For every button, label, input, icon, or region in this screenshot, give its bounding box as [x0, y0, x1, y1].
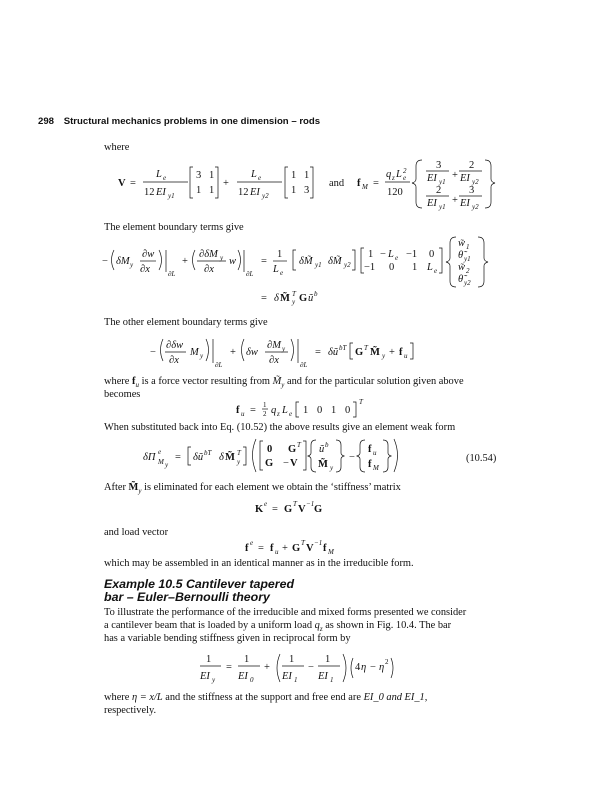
svg-text:e: e	[264, 500, 268, 508]
svg-text:1: 1	[209, 185, 215, 196]
svg-text:f: f	[323, 543, 327, 554]
svg-text:120: 120	[387, 187, 403, 198]
text-respectively: respectively.	[104, 705, 157, 716]
fv-part2: is a force vector resulting from	[141, 376, 270, 387]
svg-text:2: 2	[403, 167, 407, 175]
svg-text:e: e	[163, 174, 167, 182]
svg-text:y: y	[237, 458, 241, 466]
svg-text:EI: EI	[318, 671, 328, 682]
svg-text:T: T	[359, 398, 363, 406]
svg-text:2: 2	[263, 410, 267, 418]
svg-text:1: 1	[304, 170, 310, 181]
svg-text:y: y	[212, 676, 216, 684]
svg-text:=: =	[250, 405, 256, 416]
svg-text:=: =	[315, 347, 321, 358]
svg-text:e: e	[289, 410, 293, 418]
svg-text:−: −	[283, 458, 289, 469]
svg-text:θ̃: θ̃	[458, 274, 464, 285]
svg-text:V: V	[118, 178, 126, 189]
svg-text:∂x: ∂x	[169, 355, 179, 366]
fv-part1: where	[104, 376, 130, 387]
svg-text:q: q	[271, 405, 277, 416]
svg-text:M̃: M̃	[370, 347, 380, 358]
svg-text:e: e	[250, 539, 254, 547]
svg-text:M: M	[328, 548, 334, 556]
svg-text:δM̃: δM̃	[328, 256, 342, 267]
svg-text:y1: y1	[464, 255, 471, 263]
text-load-vector: and load vector	[104, 527, 169, 538]
svg-text:z: z	[277, 410, 280, 418]
svg-text:1: 1	[294, 676, 298, 684]
svg-text:f: f	[368, 459, 372, 470]
svg-text:bT: bT	[204, 449, 212, 457]
svg-text:e: e	[258, 174, 262, 182]
svg-text:T: T	[292, 290, 296, 298]
svg-text:f: f	[245, 543, 249, 554]
text-boundary-terms: The element boundary terms give	[104, 222, 244, 233]
svg-text:e: e	[403, 174, 407, 182]
svg-text:−1: −1	[306, 500, 315, 508]
svg-text:K: K	[255, 504, 264, 515]
svg-text:G: G	[299, 293, 308, 304]
svg-text:L: L	[396, 169, 402, 180]
svg-text:∂x: ∂x	[269, 355, 279, 366]
svg-text:T: T	[293, 500, 297, 508]
svg-text:L: L	[427, 262, 433, 273]
equation-weak-form	[143, 437, 403, 475]
svg-text:4: 4	[355, 662, 361, 673]
svg-text:1: 1	[291, 185, 297, 196]
svg-text:2: 2	[469, 160, 475, 171]
svg-text:EI: EI	[460, 198, 470, 209]
svg-text:∂x: ∂x	[140, 264, 150, 275]
svg-text:y: y	[200, 352, 204, 360]
svg-text:1: 1	[196, 185, 202, 196]
text-where-eta	[104, 691, 427, 704]
svg-text:V: V	[306, 543, 314, 554]
svg-text:L: L	[251, 169, 257, 180]
svg-text:bT: bT	[339, 344, 347, 352]
svg-text:y: y	[165, 461, 169, 469]
svg-text:M: M	[373, 464, 379, 472]
svg-text:T: T	[364, 344, 368, 352]
svg-text:f: f	[236, 405, 240, 416]
svg-text:y: y	[282, 345, 286, 353]
svg-text:w̃: w̃	[458, 262, 466, 273]
equation-number: (10.54)	[466, 453, 497, 464]
svg-text:L: L	[156, 169, 162, 180]
svg-text:y: y	[330, 464, 334, 472]
svg-text:−: −	[308, 662, 314, 673]
svg-text:∂w: ∂w	[142, 249, 155, 260]
ei-ends: EI_0 and EI_1,	[363, 692, 428, 703]
svg-text:y: y	[382, 352, 386, 360]
svg-text:δM: δM	[116, 256, 130, 267]
svg-text:L: L	[282, 405, 288, 416]
svg-text:1: 1	[412, 262, 418, 273]
svg-text:ũ: ũ	[308, 293, 314, 304]
svg-text:e: e	[158, 448, 162, 456]
svg-text:η: η	[361, 662, 367, 673]
svg-text:12: 12	[238, 187, 249, 198]
svg-text:y2: y2	[262, 192, 269, 200]
svg-text:1: 1	[325, 654, 331, 665]
svg-text:y2: y2	[464, 279, 471, 287]
svg-text:−: −	[102, 256, 108, 267]
svg-text:+: +	[282, 543, 288, 554]
svg-text:EI: EI	[282, 671, 292, 682]
svg-text:M̃: M̃	[225, 452, 235, 463]
text-where: where	[104, 142, 130, 153]
svg-text:1: 1	[209, 170, 215, 181]
running-header	[38, 116, 320, 127]
svg-text:y2: y2	[344, 261, 351, 269]
eta-part1: where	[104, 692, 130, 703]
svg-text:δΠ: δΠ	[143, 452, 156, 463]
svg-text:+: +	[182, 256, 188, 267]
svg-text:=: =	[175, 452, 181, 463]
svg-text:1: 1	[206, 654, 212, 665]
svg-text:u: u	[241, 410, 245, 418]
svg-text:δũ: δũ	[328, 347, 339, 358]
fv-part3: and for the particular solution given above	[286, 376, 464, 387]
paragraph-line1: To illustrate the performance of the irreducible and mixed forms presented we consider	[104, 607, 467, 618]
example-heading	[104, 578, 294, 604]
svg-text:3: 3	[436, 160, 442, 171]
svg-text:ũ: ũ	[319, 444, 325, 455]
svg-text:12: 12	[144, 187, 155, 198]
svg-text:∂L: ∂L	[246, 270, 254, 278]
svg-text:2: 2	[466, 267, 470, 275]
svg-text:u: u	[373, 449, 377, 457]
svg-text:y: y	[292, 298, 296, 306]
equation-stiffness-variation	[200, 650, 410, 690]
svg-text:0: 0	[250, 676, 254, 684]
svg-text:M̃: M̃	[318, 459, 328, 470]
eta-part2: and the stiffness at the support and free end are	[165, 692, 361, 703]
svg-text:y2: y2	[472, 203, 479, 211]
svg-text:δ: δ	[274, 293, 279, 304]
svg-text:f: f	[357, 178, 361, 189]
svg-text:∂δw: ∂δw	[166, 340, 184, 351]
svg-text:1: 1	[289, 654, 295, 665]
svg-text:∂L: ∂L	[215, 361, 223, 369]
svg-text:M̃: M̃	[280, 293, 290, 304]
svg-text:∂M: ∂M	[267, 340, 281, 351]
svg-text:q: q	[386, 169, 392, 180]
eta-definition: η = x/L	[132, 692, 163, 703]
svg-text:e: e	[395, 254, 399, 262]
svg-text:w̃: w̃	[458, 238, 466, 249]
svg-text:EI: EI	[460, 173, 470, 184]
para2-b: as shown in Fig. 10.4. The bar	[325, 620, 452, 631]
svg-text:f: f	[270, 543, 274, 554]
svg-text:=: =	[373, 178, 379, 189]
svg-text:δũ: δũ	[193, 452, 204, 463]
svg-text:∂L: ∂L	[300, 361, 308, 369]
text-force-vector: where $f_u$ is a force vector resulting from $M̃_y$ and for the particular solution given above	[104, 376, 464, 390]
svg-text:M: M	[190, 347, 199, 358]
svg-text:y1: y1	[315, 261, 322, 269]
svg-text:δ: δ	[219, 452, 224, 463]
svg-text:1: 1	[330, 676, 334, 684]
svg-text:+: +	[223, 178, 229, 189]
svg-text:G: G	[284, 504, 293, 515]
svg-text:=: =	[258, 543, 264, 554]
ae-part2: is eliminated for each element we obtain the ‘stiffness’ matrix	[144, 482, 401, 493]
svg-text:−: −	[349, 452, 355, 463]
svg-text:y1: y1	[439, 178, 446, 186]
text-other-boundary-terms: The other element boundary terms give	[104, 317, 268, 328]
text-substituted: When substituted back into Eq. (10.52) the above results give an element weak form	[104, 422, 456, 433]
svg-text:=: =	[226, 662, 232, 673]
svg-text:2: 2	[436, 185, 442, 196]
svg-text:w: w	[229, 256, 237, 267]
svg-text:f: f	[368, 444, 372, 455]
svg-text:1: 1	[466, 243, 470, 251]
svg-text:V: V	[298, 504, 306, 515]
svg-text:−1: −1	[406, 249, 418, 260]
svg-text:−: −	[370, 662, 376, 673]
text-assembled: which may be assembled in an identical manner as in the irreducible form.	[104, 558, 414, 569]
svg-text:1: 1	[291, 170, 297, 181]
svg-text:η: η	[379, 662, 385, 673]
word-and: and	[329, 178, 345, 189]
equation-other-boundary-terms	[150, 331, 440, 373]
svg-text:2: 2	[385, 658, 389, 666]
para2-a: a cantilever beam that is loaded by a uniform load	[104, 620, 313, 631]
brace-right-fM	[484, 160, 492, 210]
svg-text:G: G	[288, 444, 297, 455]
svg-text:EI: EI	[427, 198, 437, 209]
svg-text:L: L	[273, 264, 279, 275]
svg-text:y: y	[220, 254, 224, 262]
svg-text:1: 1	[331, 405, 337, 416]
svg-text:G: G	[265, 458, 274, 469]
svg-text:1: 1	[368, 249, 374, 260]
svg-text:L: L	[388, 249, 394, 260]
svg-text:−1: −1	[314, 539, 323, 547]
svg-text:T: T	[297, 441, 301, 449]
svg-text:EI: EI	[156, 187, 166, 198]
svg-text:0: 0	[267, 444, 273, 455]
equation-V-fM	[118, 155, 478, 215]
svg-text:EI: EI	[200, 671, 210, 682]
svg-text:EI: EI	[427, 173, 437, 184]
svg-text:+: +	[389, 347, 395, 358]
svg-text:EI: EI	[250, 187, 260, 198]
svg-text:δM̃: δM̃	[299, 256, 313, 267]
svg-text:G: G	[314, 504, 323, 515]
svg-text:b: b	[314, 290, 318, 298]
ae-part1: After	[104, 482, 126, 493]
svg-text:1: 1	[263, 401, 267, 409]
svg-text:=: =	[272, 504, 278, 515]
svg-text:V: V	[290, 458, 298, 469]
svg-text:=: =	[130, 178, 136, 189]
svg-text:G: G	[292, 543, 301, 554]
svg-text:3: 3	[196, 170, 202, 181]
paragraph-line3: has a variable bending stiffness given in reciprocal form by	[104, 633, 351, 644]
svg-text:y2: y2	[472, 178, 479, 186]
svg-text:θ̃: θ̃	[458, 250, 464, 261]
svg-text:y: y	[130, 261, 134, 269]
paragraph-line2: a cantilever beam that is loaded by a uniform load $q_z$ as shown in Fig. 10.4. The bar	[104, 620, 452, 634]
text-after-eliminated: After $M̃_y$ is eliminated for each element we obtain the ‘stiffness’ matrix	[104, 482, 401, 496]
example-title-line1: Example 10.5 Cantilever tapered	[104, 577, 295, 591]
svg-text:+: +	[452, 195, 458, 206]
svg-text:1: 1	[277, 249, 283, 260]
svg-text:M: M	[362, 183, 368, 191]
svg-text:e: e	[434, 267, 438, 275]
svg-text:+: +	[452, 170, 458, 181]
svg-text:=: =	[261, 293, 267, 304]
svg-text:0: 0	[345, 405, 351, 416]
svg-text:∂L: ∂L	[168, 270, 176, 278]
svg-text:+: +	[264, 662, 270, 673]
svg-text:b: b	[325, 441, 329, 449]
svg-text:δw: δw	[246, 347, 258, 358]
example-title-line2: bar – Euler–Bernoulli theory	[104, 590, 270, 604]
svg-text:T: T	[237, 449, 241, 457]
svg-text:=: =	[261, 256, 267, 267]
svg-text:u: u	[275, 548, 279, 556]
svg-text:−1: −1	[364, 262, 376, 273]
svg-text:3: 3	[469, 185, 475, 196]
svg-text:1: 1	[244, 654, 250, 665]
text-becomes: becomes	[104, 389, 141, 400]
svg-text:−: −	[150, 347, 156, 358]
running-title: Structural mechanics problems in one dimension – rods	[63, 116, 321, 127]
svg-text:z: z	[392, 174, 395, 182]
page-number: 298	[38, 116, 55, 127]
svg-text:e: e	[280, 269, 284, 277]
svg-text:0: 0	[429, 249, 435, 260]
equation-load-vector	[245, 537, 355, 557]
svg-text:1: 1	[303, 405, 309, 416]
svg-text:∂δM: ∂δM	[199, 249, 218, 260]
svg-text:3: 3	[304, 185, 310, 196]
svg-text:0: 0	[317, 405, 323, 416]
svg-text:f: f	[399, 347, 403, 358]
svg-text:−: −	[380, 249, 386, 260]
svg-text:u: u	[404, 352, 408, 360]
svg-text:T: T	[301, 539, 305, 547]
svg-text:0: 0	[389, 262, 395, 273]
svg-text:G: G	[355, 347, 364, 358]
svg-text:y1: y1	[439, 203, 446, 211]
svg-text:+: +	[230, 347, 236, 358]
svg-text:∂x: ∂x	[204, 264, 214, 275]
equation-boundary-terms	[102, 236, 492, 308]
equation-stiffness	[255, 498, 335, 518]
equation-fu	[236, 396, 396, 422]
svg-text:EI: EI	[238, 671, 248, 682]
svg-text:M: M	[158, 458, 164, 466]
svg-text:y1: y1	[168, 192, 175, 200]
